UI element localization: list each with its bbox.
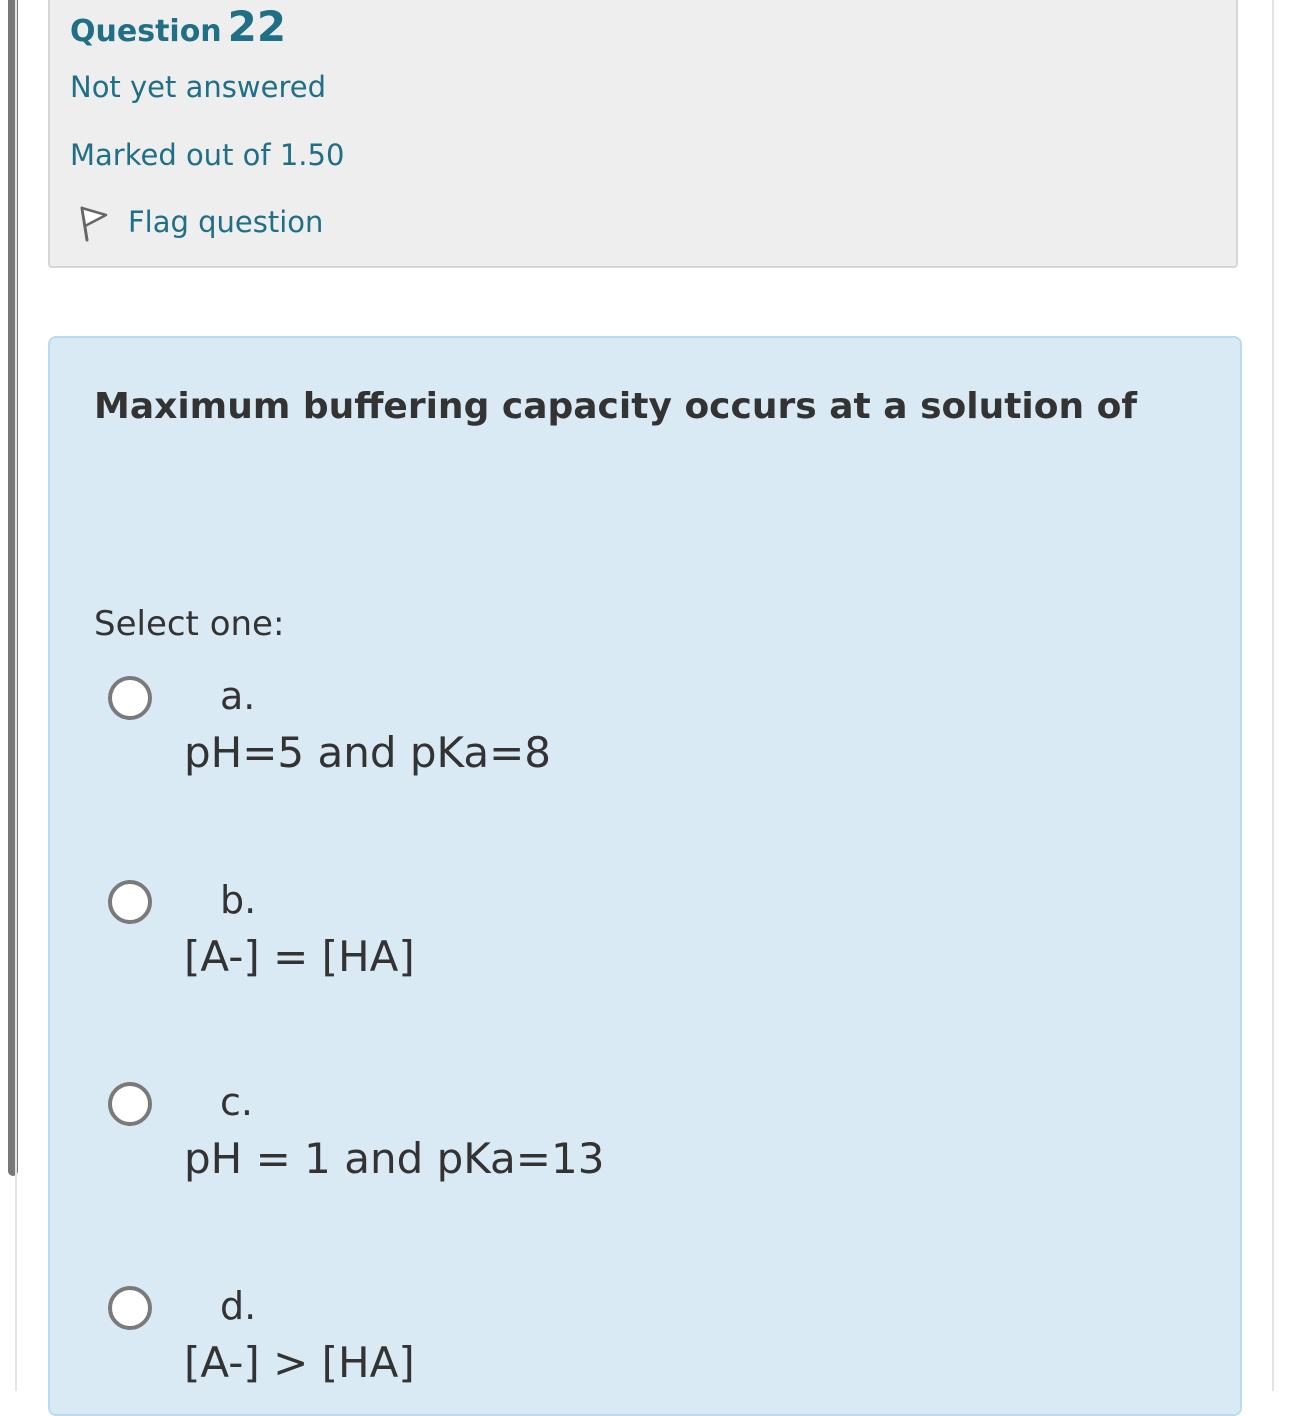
flag-question-label[interactable]: Flag question	[128, 205, 324, 239]
option-a-radio[interactable]	[108, 676, 152, 720]
option-b-radio[interactable]	[108, 880, 152, 924]
question-number: 22	[227, 2, 287, 51]
question-marks: Marked out of 1.50	[70, 138, 345, 172]
question-text: Maximum buffering capacity occurs at a solution of	[94, 386, 1138, 427]
left-divider	[15, 0, 17, 1391]
option-b[interactable]	[108, 878, 808, 1008]
option-b-letter: b.	[220, 878, 257, 922]
option-a-letter: a.	[220, 674, 256, 718]
flag-icon[interactable]	[72, 202, 112, 242]
question-info-panel	[48, 0, 1238, 268]
option-c[interactable]	[108, 1080, 808, 1210]
option-c-radio[interactable]	[108, 1082, 152, 1126]
question-title	[70, 2, 286, 51]
question-label: Question	[70, 14, 222, 49]
option-d-text: [A-] > [HA]	[184, 1338, 415, 1387]
option-d[interactable]	[108, 1284, 808, 1414]
right-divider	[1272, 0, 1274, 1391]
option-b-text: [A-] = [HA]	[184, 932, 415, 981]
flag-question-link[interactable]	[72, 202, 323, 242]
option-c-letter: c.	[220, 1080, 253, 1124]
select-one-prompt: Select one:	[94, 604, 285, 644]
option-d-radio[interactable]	[108, 1286, 152, 1330]
option-d-letter: d.	[220, 1284, 257, 1328]
question-content-panel	[48, 336, 1242, 1416]
option-a[interactable]	[108, 674, 808, 804]
question-status: Not yet answered	[70, 70, 326, 104]
option-a-text: pH=5 and pKa=8	[184, 728, 551, 777]
option-c-text: pH = 1 and pKa=13	[184, 1134, 605, 1183]
